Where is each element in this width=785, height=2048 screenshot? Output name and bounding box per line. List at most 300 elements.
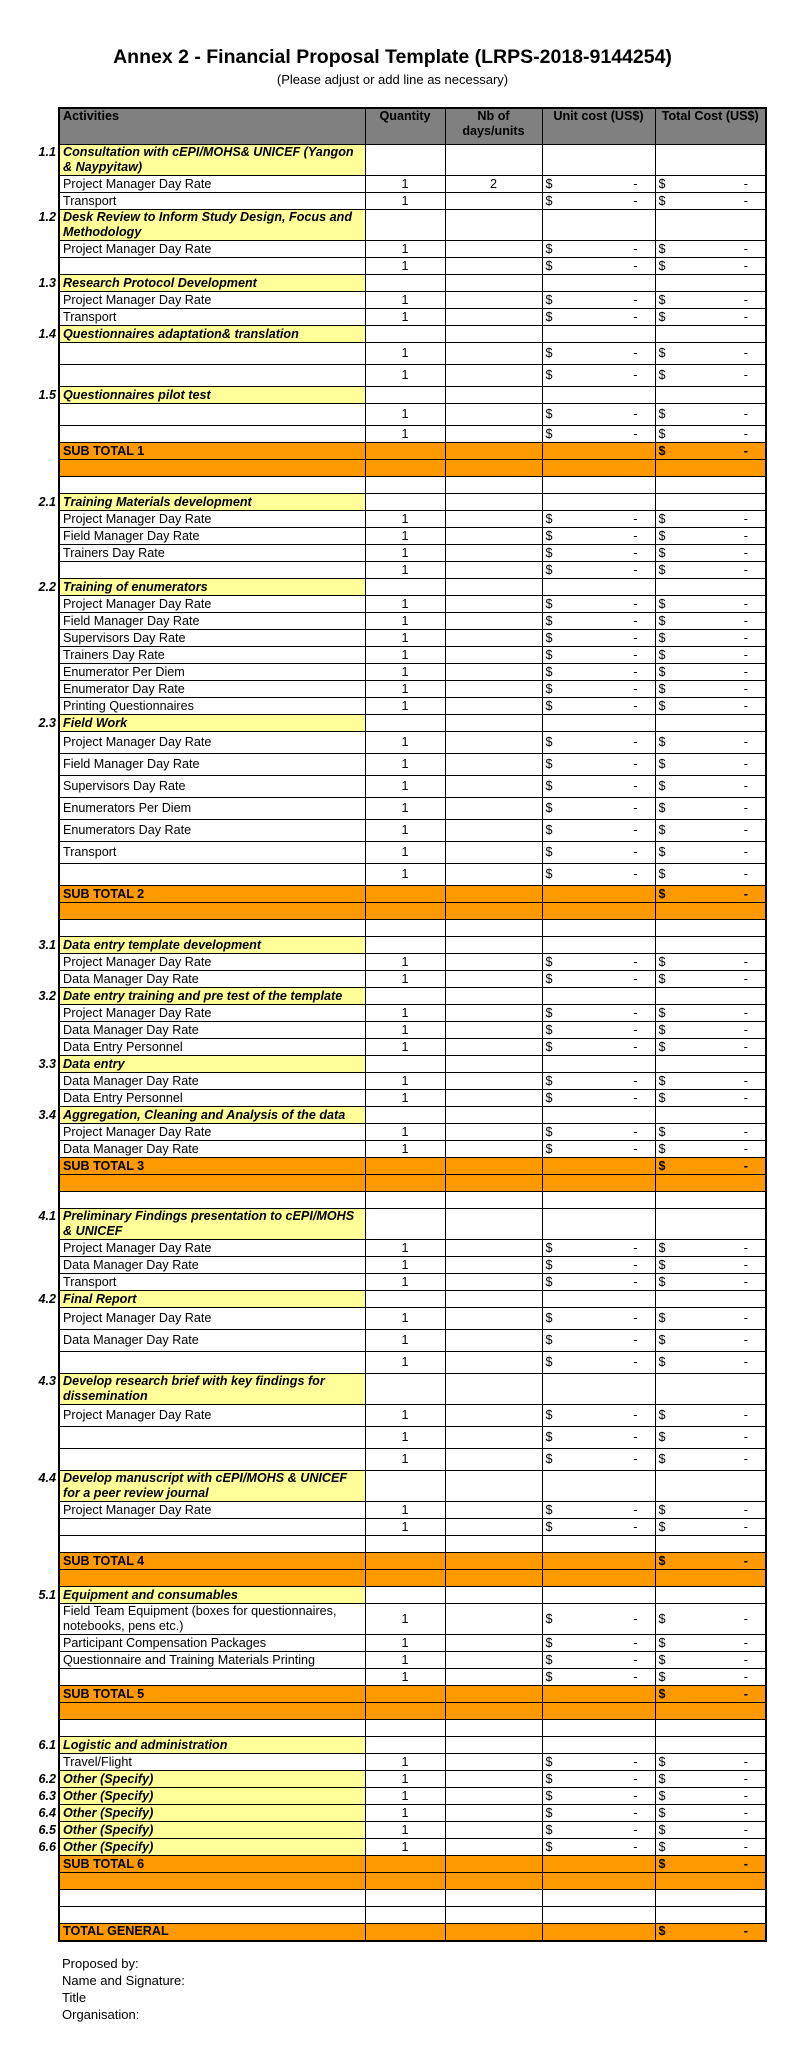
table-row [59,1652,766,1669]
table-row [59,1604,766,1635]
section-header-row [59,387,766,404]
unit-cost-cell [542,1073,655,1090]
amount: - [633,954,638,969]
section-header-row [59,145,766,176]
total-cost-value [659,1806,763,1821]
unit-cost-cell [542,1209,655,1240]
activity-label: Questionnaires pilot test [63,387,211,402]
unit-cost-cell [542,630,655,647]
days-cell [445,1374,542,1405]
unit-cost-value [546,1670,652,1685]
activity-cell [59,842,365,864]
days-cell [445,937,542,954]
unit-cost-value [546,310,652,325]
total-cost-cell [655,1056,766,1073]
spacer-row [59,1175,766,1192]
activity-label: Data Manager Day Rate [63,1257,199,1272]
activity-label: Enumerator Day Rate [63,681,185,696]
total-cost-cell [655,1022,766,1039]
unit-cost-value [546,1142,652,1157]
days-cell [445,309,542,326]
currency-symbol: $ [658,193,666,208]
days-cell [445,1604,542,1635]
quantity-cell [365,647,445,664]
currency-symbol: $ [658,1519,666,1534]
activity-label: Data Manager Day Rate [63,1141,199,1156]
days-cell [445,954,542,971]
subtotal-total-value [659,1857,763,1872]
currency-symbol: $ [545,735,553,749]
days-value: 2 [489,176,497,191]
quantity-cell [365,1022,445,1039]
item-number: 6.2 [38,1771,56,1786]
quantity-cell [365,732,445,754]
unit-cost-cell [542,754,655,776]
currency-symbol: $ [658,698,666,713]
currency-symbol: $ [545,613,553,628]
amount: - [633,1039,638,1054]
quantity-cell [365,1405,445,1427]
unit-cost-cell [542,613,655,630]
column-header-total-cost: Total Cost (US$) [655,108,766,145]
currency-symbol: $ [545,1408,553,1422]
quantity-cell [365,1209,445,1240]
quantity-cell [365,1005,445,1022]
amount: - [743,545,748,560]
currency-symbol: $ [658,1274,666,1289]
amount: - [743,1333,748,1347]
subtotal-label: SUB TOTAL 3 [59,1158,365,1175]
quantity-cell [365,579,445,596]
currency-symbol: $ [545,426,553,441]
currency-symbol: $ [658,630,666,645]
activity-cell [38,1839,365,1856]
amount: - [743,562,748,577]
section-title-cell [38,1209,365,1240]
days-cell [445,1209,542,1240]
quantity-cell [365,1788,445,1805]
subtotal-empty-cell [365,886,445,903]
total-cost-value [659,563,763,578]
days-cell [445,365,542,387]
subtotal-empty-cell [445,1856,542,1873]
quantity-cell [365,971,445,988]
total-cost-value [659,407,763,422]
activity-label: Data Manager Day Rate [63,971,199,986]
amount: - [633,867,638,881]
activity-cell [59,820,365,842]
quantity-cell [365,681,445,698]
amount: - [633,1771,638,1786]
section-title-cell [38,937,365,954]
days-cell [445,732,542,754]
subtotal-row [59,886,766,903]
amount: - [743,681,748,696]
quantity-value: 1 [401,1257,409,1272]
unit-cost-cell [542,776,655,798]
subtotal-row [59,1924,766,1941]
total-cost-value [659,1333,763,1348]
activity-label: Project Manager Day Rate [63,596,212,611]
days-cell [445,1039,542,1056]
quantity-cell [365,664,445,681]
amount: - [743,1240,748,1255]
total-cost-cell [655,1788,766,1805]
total-cost-cell [655,776,766,798]
subtotal-total-value [659,887,763,902]
currency-symbol: $ [658,1124,666,1139]
table-row [59,292,766,309]
quantity-value: 1 [401,292,409,307]
amount: - [743,528,748,543]
amount: - [743,1519,748,1534]
activity-cell [59,292,365,309]
unit-cost-cell [542,579,655,596]
quantity-cell [365,309,445,326]
amount: - [633,613,638,628]
unit-cost-value [546,1275,652,1290]
days-cell [445,511,542,528]
amount: - [633,801,638,815]
currency-symbol: $ [545,681,553,696]
days-cell [445,1669,542,1686]
unit-cost-cell [542,1519,655,1536]
spacer-cell [542,1703,655,1720]
table-row [59,798,766,820]
days-cell [445,630,542,647]
days-cell [445,528,542,545]
unit-cost-cell [542,1274,655,1291]
amount: - [743,443,748,458]
unit-cost-value [546,563,652,578]
unit-cost-cell [542,365,655,387]
table-row [59,309,766,326]
currency-symbol: $ [658,407,666,421]
currency-symbol: $ [545,647,553,662]
currency-symbol: $ [545,309,553,324]
unit-cost-cell [542,842,655,864]
total-cost-value [659,1612,763,1627]
total-cost-cell [655,1240,766,1257]
currency-symbol: $ [545,867,553,881]
total-cost-cell [655,1604,766,1635]
total-cost-value [659,310,763,325]
total-cost-value [659,867,763,882]
quantity-value: 1 [401,1124,409,1139]
total-cost-cell [655,1587,766,1604]
currency-symbol: $ [545,1311,553,1325]
total-cost-value [659,1840,763,1855]
subtotal-empty-cell [542,886,655,903]
item-number: 6.5 [38,1822,56,1837]
total-cost-value [659,801,763,816]
total-cost-cell [655,528,766,545]
unit-cost-value [546,368,652,383]
currency-symbol: $ [545,1669,553,1684]
quantity-cell [365,1737,445,1754]
unit-cost-cell [542,426,655,443]
unit-cost-cell [542,698,655,715]
total-cost-cell [655,1005,766,1022]
blank-cell [59,1890,365,1907]
unit-cost-cell [542,1308,655,1330]
subtotal-total-value [659,444,763,459]
section-header-row [59,1291,766,1308]
table-row [59,241,766,258]
amount: - [633,292,638,307]
total-cost-cell [655,1291,766,1308]
activity-cell [59,1352,365,1374]
quantity-value: 1 [401,1311,409,1325]
total-cost-cell [655,1519,766,1536]
currency-symbol: $ [658,757,666,771]
total-cost-cell [655,1141,766,1158]
days-cell [445,698,542,715]
quantity-cell [365,1587,445,1604]
total-cost-cell [655,732,766,754]
table-row [59,776,766,798]
unit-cost-value [546,801,652,816]
total-cost-cell [655,210,766,241]
activity-cell [59,1502,365,1519]
amount: - [633,1635,638,1650]
total-cost-value [659,1142,763,1157]
quantity-value: 1 [401,1611,409,1626]
unit-cost-value [546,293,652,308]
amount: - [633,346,638,360]
blank-cell [59,1192,365,1209]
activity-label: Project Manager Day Rate [63,241,212,256]
activity-cell [59,1754,365,1771]
subtotal-empty-cell [365,443,445,460]
total-cost-cell [655,1652,766,1669]
total-cost-value [659,1355,763,1370]
unit-cost-value [546,665,652,680]
days-cell [445,275,542,292]
unit-cost-cell [542,528,655,545]
currency-symbol: $ [545,1073,553,1088]
activity-label: Transport [63,309,117,324]
item-number: 6.1 [38,1737,56,1752]
days-cell [445,241,542,258]
amount: - [633,511,638,526]
subtotal-empty-cell [542,1686,655,1703]
quantity-value: 1 [401,176,409,191]
table-row [59,1669,766,1686]
blank-row [59,1536,766,1553]
days-cell [445,1274,542,1291]
item-number: 1.5 [38,387,56,402]
activity-label: Project Manager Day Rate [63,1311,212,1325]
unit-cost-cell [542,1124,655,1141]
total-cost-value [659,1074,763,1089]
days-cell [445,1822,542,1839]
unit-cost-cell [542,971,655,988]
quantity-value: 1 [401,1805,409,1820]
currency-symbol: $ [658,1686,666,1701]
currency-symbol: $ [658,867,666,881]
quantity-cell [365,1330,445,1352]
unit-cost-value [546,259,652,274]
amount: - [633,664,638,679]
unit-cost-value [546,1823,652,1838]
amount: - [743,735,748,749]
activity-label: Enumerator Per Diem [63,664,185,679]
activity-cell [59,971,365,988]
currency-symbol: $ [658,1669,666,1684]
quantity-cell [365,754,445,776]
activity-cell [38,1788,365,1805]
total-cost-value [659,194,763,209]
currency-symbol: $ [658,664,666,679]
activity-label: Printing Questionnaires [63,698,194,713]
amount: - [633,1333,638,1347]
amount: - [633,1805,638,1820]
quantity-cell [365,1427,445,1449]
days-cell [445,426,542,443]
amount: - [743,1686,748,1701]
activity-label: Date entry training and pre test of the template [63,988,343,1003]
quantity-value: 1 [401,845,409,859]
currency-symbol: $ [658,562,666,577]
table-row [59,511,766,528]
table-row [59,647,766,664]
activity-label: Develop manuscript with cEPI/MOHS & UNICEF for a peer review journal [63,1471,348,1500]
days-cell [445,715,542,732]
amount: - [633,1311,638,1325]
activity-cell [59,1022,365,1039]
unit-cost-cell [542,820,655,842]
blank-cell [365,1890,445,1907]
total-cost-value [659,1789,763,1804]
amount: - [633,823,638,837]
unit-cost-cell [542,275,655,292]
subtotal-total-cell [655,1158,766,1175]
blank-cell [59,1720,365,1737]
unit-cost-value [546,242,652,257]
amount: - [633,176,638,191]
quantity-cell [365,494,445,511]
currency-symbol: $ [545,545,553,560]
days-cell [445,1124,542,1141]
unit-cost-cell [542,1022,655,1039]
total-cost-value [659,177,763,192]
quantity-value: 1 [401,1635,409,1650]
spacer-cell [655,1175,766,1192]
blank-cell [655,1192,766,1209]
currency-symbol: $ [545,845,553,859]
unit-cost-value [546,1520,652,1535]
unit-cost-value [546,1612,652,1627]
currency-symbol: $ [545,368,553,382]
unit-cost-value [546,845,652,860]
currency-symbol: $ [545,1788,553,1803]
total-cost-value [659,823,763,838]
quantity-value: 1 [401,823,409,837]
quantity-value: 1 [401,1502,409,1517]
unit-cost-cell [542,1754,655,1771]
unit-cost-cell [542,1669,655,1686]
amount: - [743,368,748,382]
table-row [59,258,766,275]
total-cost-cell [655,494,766,511]
currency-symbol: $ [545,346,553,360]
unit-cost-value [546,1091,652,1106]
activity-cell [59,798,365,820]
currency-symbol: $ [545,801,553,815]
unit-cost-cell [542,1374,655,1405]
quantity-value: 1 [401,545,409,560]
quantity-cell [365,1502,445,1519]
currency-symbol: $ [658,823,666,837]
table-row [59,1352,766,1374]
currency-symbol: $ [658,241,666,256]
amount: - [743,193,748,208]
subtotal-empty-cell [365,1924,445,1941]
section-title-cell [38,275,365,292]
amount: - [633,1822,638,1837]
blank-cell [542,477,655,494]
total-cost-cell [655,292,766,309]
total-cost-cell [655,241,766,258]
subtotal-label: SUB TOTAL 6 [59,1856,365,1873]
days-cell [445,1405,542,1427]
unit-cost-cell [542,193,655,210]
quantity-value: 1 [401,1754,409,1769]
days-cell [445,1056,542,1073]
amount: - [743,1090,748,1105]
quantity-value: 1 [401,596,409,611]
section-title-cell [38,210,365,241]
subtotal-total-value [659,1159,763,1174]
spacer-row [59,903,766,920]
table-row [59,698,766,715]
item-number: 2.3 [38,715,56,730]
unit-cost-cell [542,1330,655,1352]
table-row [59,1839,766,1856]
days-cell [445,1107,542,1124]
amount: - [633,1257,638,1272]
amount: - [633,1408,638,1422]
days-cell [445,613,542,630]
days-cell [445,971,542,988]
quantity-value: 1 [401,426,409,441]
activity-cell [59,1124,365,1141]
amount: - [743,426,748,441]
activity-label: Project Manager Day Rate [63,292,212,307]
amount: - [633,971,638,986]
unit-cost-cell [542,1635,655,1652]
table-row [59,1330,766,1352]
activity-cell [59,545,365,562]
financial-proposal-table [38,107,767,1942]
amount: - [633,309,638,324]
blank-cell [59,1536,365,1553]
amount: - [633,528,638,543]
quantity-cell [365,1240,445,1257]
amount: - [743,1771,748,1786]
total-cost-cell [655,176,766,193]
amount: - [633,426,638,441]
section-title-cell [38,1291,365,1308]
unit-cost-value [546,1653,652,1668]
quantity-cell [365,820,445,842]
unit-cost-cell [542,494,655,511]
table-row [59,971,766,988]
currency-symbol: $ [658,511,666,526]
table-row [59,820,766,842]
unit-cost-cell [542,1291,655,1308]
